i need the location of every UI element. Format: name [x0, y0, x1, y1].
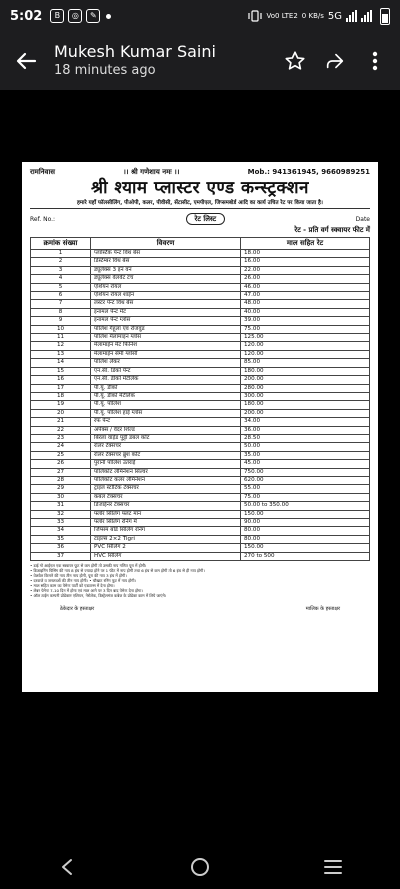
row-rate: 55.00 — [241, 485, 370, 493]
status-bar — [0, 0, 400, 32]
row-serial: 21 — [31, 418, 91, 426]
row-rate: 200.00 — [241, 376, 370, 384]
row-description: एशियन रॉयल — [91, 283, 241, 291]
row-rate: 50.00 to 350.00 — [241, 502, 370, 510]
row-rate: 280.00 — [241, 384, 370, 392]
snapchat-icon: ◎ — [68, 9, 82, 23]
row-rate: 22.00 — [241, 266, 370, 274]
row-description: अपेक्स / वेदर शिल्ड — [91, 426, 241, 434]
star-button[interactable] — [278, 43, 312, 79]
row-rate: 28.50 — [241, 434, 370, 442]
row-description: पॉलिश मेलामाइन ग्लोस — [91, 334, 241, 342]
home-circle-icon — [190, 857, 210, 877]
row-serial: 5 — [31, 283, 91, 291]
row-serial: 29 — [31, 485, 91, 493]
row-rate: 120.00 — [241, 342, 370, 350]
row-description: पॉलिकोट कलर लेमिनेशन — [91, 476, 241, 484]
row-rate: 18.00 — [241, 250, 370, 258]
clock: 5:02 — [10, 8, 43, 24]
row-rate: 26.00 — [241, 275, 370, 283]
row-rate: 48.00 — [241, 300, 370, 308]
owner-signature-label: मालिक के हस्ताक्षर — [305, 606, 340, 613]
row-rate: 270 to 500 — [241, 552, 370, 560]
table-row — [31, 376, 370, 384]
row-serial: 18 — [31, 392, 91, 400]
row-rate: 180.00 — [241, 367, 370, 375]
row-serial: 13 — [31, 350, 91, 358]
row-serial: 10 — [31, 325, 91, 333]
row-serial: 32 — [31, 510, 91, 518]
row-serial: 33 — [31, 519, 91, 527]
rate-list-badge: रेट लिस्ट — [186, 213, 226, 225]
nav-home-button[interactable] — [180, 847, 220, 887]
signal-icon-2 — [361, 10, 372, 22]
net-speed: 0 KB/s — [301, 12, 324, 20]
signal-icon — [346, 10, 357, 22]
table-row — [31, 266, 370, 274]
system-nav-bar — [0, 845, 400, 889]
star-icon — [284, 50, 306, 72]
row-serial: 35 — [31, 535, 91, 543]
table-row — [31, 460, 370, 468]
row-rate: 620.00 — [241, 476, 370, 484]
table-row — [31, 401, 370, 409]
col-serial: क्रमांक संख्या — [31, 238, 91, 250]
table-row — [31, 451, 370, 459]
table-row — [31, 468, 370, 476]
row-description: एशियन रॉयल शाईन — [91, 292, 241, 300]
nav-recents-button[interactable] — [313, 847, 353, 887]
row-description: जिप्सम बोर्ड सिलिंग रनिंग — [91, 527, 241, 535]
table-row — [31, 342, 370, 350]
row-serial: 27 — [31, 468, 91, 476]
row-serial: 15 — [31, 367, 91, 375]
row-rate: 80.00 — [241, 535, 370, 543]
row-serial: 30 — [31, 493, 91, 501]
row-serial: 8 — [31, 308, 91, 316]
row-serial: 6 — [31, 292, 91, 300]
col-description: विवरण — [91, 238, 241, 250]
row-description: कबल टेक्सचर — [91, 493, 241, 501]
row-serial: 22 — [31, 426, 91, 434]
row-rate: 36.00 — [241, 426, 370, 434]
table-row — [31, 384, 370, 392]
table-row — [31, 317, 370, 325]
table-row — [31, 535, 370, 543]
row-serial: 34 — [31, 527, 91, 535]
table-row — [31, 250, 370, 258]
firm-tagline: हमारे यहाँ फॉलसीलिंग, पीओपी, कलर, पीवीसी, सेंटासीट, एमपीएल, जिप्समबोर्ड आदि का कार्य उचित रेट पर किया जाता है। — [30, 198, 370, 209]
row-serial: 11 — [31, 334, 91, 342]
row-serial: 24 — [31, 443, 91, 451]
date-label: Date — [355, 215, 370, 223]
row-rate: 75.00 — [241, 325, 370, 333]
table-row — [31, 544, 370, 552]
row-description: पी.यू. डीको — [91, 384, 241, 392]
row-description: फ्लोर सिलिंग रनिंग में — [91, 519, 241, 527]
ref-row — [30, 213, 370, 225]
note-line: • माल सहित काम का पेमेन्ट पार्टी को एडवान्स में देना होगा। — [30, 583, 115, 589]
row-description: पी.यू. डीको मेटेलिक — [91, 392, 241, 400]
table-row — [31, 552, 370, 560]
table-row — [31, 510, 370, 518]
row-description: बिरला वाईड पुट्टी डबल कोट — [91, 434, 241, 442]
table-row — [31, 493, 370, 501]
row-rate: 75.00 — [241, 493, 370, 501]
row-serial: 4 — [31, 275, 91, 283]
row-description: पॉलिकोट लेमिनेशन सिल्वर — [91, 468, 241, 476]
row-serial: 26 — [31, 460, 91, 468]
row-description: PVC सिलिंग 2 — [91, 544, 241, 552]
vibrate-icon — [247, 10, 263, 22]
table-row — [31, 275, 370, 283]
invocation: ।। श्री गणेशाय नमः ।। — [123, 168, 180, 176]
row-rate: 90.00 — [241, 519, 370, 527]
table-row — [31, 426, 370, 434]
row-rate: 39.00 — [241, 317, 370, 325]
contractor-signature-label: ठेकेदार के हस्ताक्षर — [60, 606, 95, 613]
row-description: पी.यू. पॉलिश हाई ग्लोस — [91, 409, 241, 417]
table-row — [31, 409, 370, 417]
row-serial: 19 — [31, 401, 91, 409]
doc-top-row — [30, 168, 370, 178]
table-row — [31, 283, 370, 291]
row-rate: 45.00 — [241, 460, 370, 468]
note-line: • दरवाजे व जनलाओं की तीन नाप होगी। • चौखाट रनिंग फूट में नाप होगी। — [30, 578, 136, 584]
table-row — [31, 367, 370, 375]
sender-name: Mukesh Kumar Saini — [54, 42, 216, 61]
row-rate: 180.00 — [241, 401, 370, 409]
signature-row — [30, 606, 370, 612]
note-line: • वेलवेल किनारे की नाप तीन नाप होगी, पूरा की नाप 3 इंच में होगी। — [30, 573, 127, 579]
table-row — [31, 434, 370, 442]
row-rate: 47.00 — [241, 292, 370, 300]
forward-icon — [324, 50, 346, 72]
row-rate: 150.00 — [241, 544, 370, 552]
row-rate: 85.00 — [241, 359, 370, 367]
row-description: लस्टर पेन्ट विथ बेस — [91, 300, 241, 308]
table-row — [31, 359, 370, 367]
row-description: इनामल पेन्ट ग्लोस — [91, 317, 241, 325]
row-rate: 120.00 — [241, 350, 370, 358]
table-row — [31, 418, 370, 426]
table-row — [31, 334, 370, 342]
table-row — [31, 392, 370, 400]
row-serial: 12 — [31, 342, 91, 350]
row-description: पॉलिश गेहूला एवं रोजवुड — [91, 325, 241, 333]
row-rate: 80.00 — [241, 527, 370, 535]
row-rate: 300.00 — [241, 392, 370, 400]
row-rate: 40.00 — [241, 308, 370, 316]
table-row — [31, 485, 370, 493]
app-bar — [0, 32, 400, 90]
row-description: इनामल पेन्ट मेट — [91, 308, 241, 316]
rate-table — [30, 237, 370, 561]
col-rate: माल सहित रेट — [241, 238, 370, 250]
chevron-left-icon — [60, 858, 74, 876]
row-serial: 36 — [31, 544, 91, 552]
notification-icon: ✎ — [86, 9, 100, 23]
table-row — [31, 350, 370, 358]
table-row — [31, 527, 370, 535]
note-line: • डिजाइनिंग पिसिंग की नाप 8 इंच से ज्यादा होने पर 1 फीट में नाप होगी तथा 6 इंच से कम होगी तो 6 इंच से ही नाप होगी। — [30, 568, 205, 574]
row-serial: 31 — [31, 502, 91, 510]
row-description: पॉलिश लेकर — [91, 359, 241, 367]
row-description: डिस्टेम्बर विथ बेस — [91, 258, 241, 266]
row-rate: 34.00 — [241, 418, 370, 426]
row-rate: 46.00 — [241, 283, 370, 291]
row-description: ड्यूलेक्स 3 इन वन — [91, 266, 241, 274]
row-rate: 50.00 — [241, 443, 370, 451]
row-serial: 20 — [31, 409, 91, 417]
row-rate: 16.00 — [241, 258, 370, 266]
row-description: रोलर टेक्सचर ब्रुश कोट — [91, 451, 241, 459]
row-serial: 37 — [31, 552, 91, 560]
row-description: एन.सी. डिको पेन्ट — [91, 367, 241, 375]
menu-lines-icon — [323, 859, 343, 875]
row-description: मेलामाईन सेमी ग्लोसी — [91, 350, 241, 358]
row-serial: 9 — [31, 317, 91, 325]
row-rate: 200.00 — [241, 409, 370, 417]
row-rate: 125.00 — [241, 334, 370, 342]
row-description: पी.यू. पॉलिश — [91, 401, 241, 409]
app-notification-icon: B — [50, 9, 64, 23]
row-description: प्लास्टिक पेन्ट विथ बेस — [91, 250, 241, 258]
row-description: फ्लोर सिलिंग फ्लट मान — [91, 510, 241, 518]
table-row — [31, 292, 370, 300]
row-rate: 750.00 — [241, 468, 370, 476]
table-header-row — [31, 238, 370, 250]
row-serial: 3 — [31, 266, 91, 274]
mobile-number: Mob.: 941361945, 9660989251 — [247, 168, 370, 176]
rate-list-document — [22, 162, 378, 692]
more-options-button[interactable] — [358, 43, 392, 79]
row-description: ट्राइल स्टोटिक टेक्सचर — [91, 485, 241, 493]
table-row — [31, 519, 370, 527]
battery-icon — [380, 8, 390, 25]
row-serial: 17 — [31, 384, 91, 392]
row-description: टाइल्स 2×2 Tigri — [91, 535, 241, 543]
title-block — [54, 42, 272, 80]
note-line: • ऑल टाईम कम्पनी प्रोडेक्टर एशियन, नेरोलेक, डिस्ट्रेलमंज कबेज के प्रोडेक्ट काम में लिये जाएंगे। — [30, 593, 167, 599]
row-description: एन.सी. डीको मेटेलिक — [91, 376, 241, 384]
row-rate: 35.00 — [241, 451, 370, 459]
forward-button[interactable] — [318, 43, 352, 79]
more-vert-icon — [372, 51, 378, 71]
table-row — [31, 258, 370, 266]
row-description: ड्यूलेक्स वेलवेट टच — [91, 275, 241, 283]
row-serial: 28 — [31, 476, 91, 484]
table-row — [31, 476, 370, 484]
row-description: रोलर टेक्सचर — [91, 443, 241, 451]
row-serial: 2 — [31, 258, 91, 266]
row-serial: 1 — [31, 250, 91, 258]
network-type: 5G — [327, 10, 342, 22]
firm-name: श्री श्याम प्लास्टर एण्ड कन्स्ट्रक्शन — [91, 178, 309, 198]
unit-note: रेट - प्रति वर्ग स्क्वायर फीट में — [294, 226, 370, 234]
back-button[interactable] — [8, 43, 44, 79]
more-notifications-dot — [106, 14, 111, 19]
row-description: HVC सिलिंग — [91, 552, 241, 560]
nav-back-button[interactable] — [47, 847, 87, 887]
table-row — [31, 308, 370, 316]
table-row — [31, 443, 370, 451]
row-serial: 14 — [31, 359, 91, 367]
row-serial: 23 — [31, 434, 91, 442]
row-serial: 16 — [31, 376, 91, 384]
row-description: मेलामाईन मेट फिनिश — [91, 342, 241, 350]
row-serial: 7 — [31, 300, 91, 308]
row-description: डिजाईनर टेक्सचर — [91, 502, 241, 510]
row-serial: 25 — [31, 451, 91, 459]
table-row — [31, 300, 370, 308]
row-description: पुरानी पॉलिश उतराई — [91, 460, 241, 468]
timestamp: 18 minutes ago — [54, 63, 156, 78]
note-line: • डाई गो आईएल एक स्क्वायर फूट से कम होगी तो उसकी नाप गणित पूरा में होगी। — [30, 563, 147, 569]
volte-indicator: Vo0 LTE2 — [266, 12, 298, 20]
row-description: रफ पेन्ट — [91, 418, 241, 426]
table-row — [31, 502, 370, 510]
arrow-left-icon — [15, 50, 37, 72]
table-row — [31, 325, 370, 333]
note-line: • लेबर पेमेन्ट 7-10 दिन में होगा एवं माल आने पर 3 दिन बाद पेमेन्ट देना होगा। — [30, 588, 143, 594]
image-viewer[interactable] — [0, 90, 400, 845]
terms-notes — [30, 563, 370, 598]
top-left-name: रामनिवास — [30, 168, 55, 176]
row-rate: 150.00 — [241, 510, 370, 518]
ref-label: Ref. No.: — [30, 215, 56, 223]
